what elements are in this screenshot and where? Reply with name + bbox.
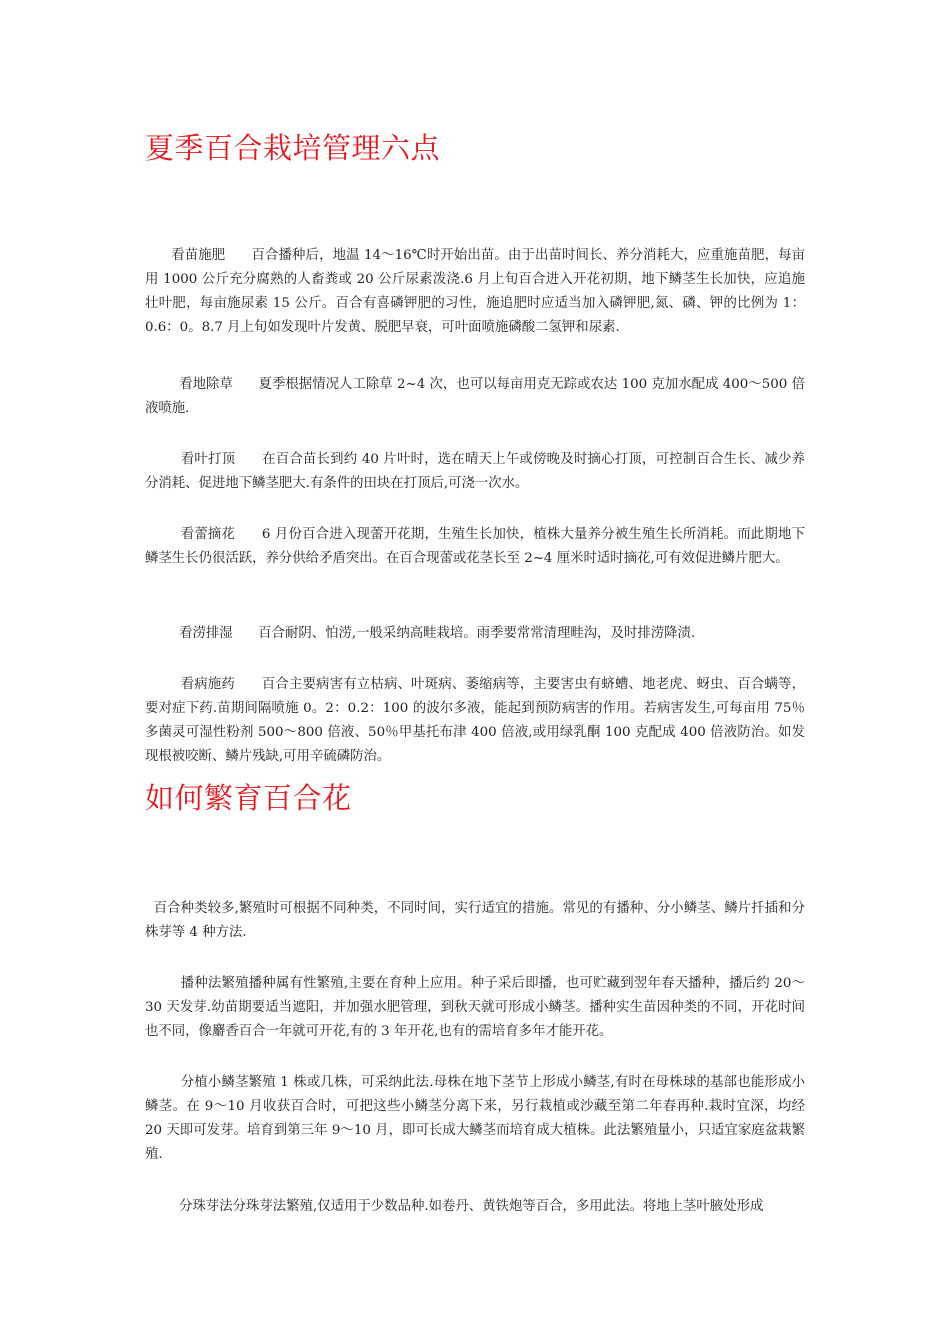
paragraph-propagation-intro: 百合种类较多,繁殖时可根据不同种类，不同时间，实行适宜的措施。常见的有播种、分小鳞茎、鳞片扦插和分株芽等 4 种方法.: [145, 901, 805, 940]
section-title-summer-lily: 夏季百合栽培管理六点: [145, 131, 441, 165]
paragraph-bulbil-method: 分珠芽法分珠芽法繁殖,仅适用于少数品种.如卷丹、黄铁炮等百合，多用此法。将地上茎叶腋处形成: [145, 1199, 764, 1214]
paragraph-seed-method: 播种法繁殖播种属有性繁殖,主要在育种上应用。种子采后即播，也可贮藏到翌年春天播种，播后约 20～30 天发芽.幼苗期要适当遮阳，并加强水肥管理，到秋天就可形成小鳞茎。播种实生苗因种类的不同，开花时间也不同，像麝香百合一年就可开花,有的 3 年开花,也有的需培育多年才能开花。: [145, 976, 805, 1039]
paragraph-drainage: 看涝排湿 百合耐阴、怕涝,一般采纳高畦栽培。雨季要常常清理畦沟，及时排涝降渍.: [145, 626, 696, 641]
paragraph-topping: 看叶打顶 在百合苗长到约 40 片叶时，选在晴天上午或傍晚及时摘心打顶，可控制百合生长、减少养分消耗、促进地下鳞茎肥大.有条件的田块在打顶后,可浇一次水。: [145, 452, 805, 491]
paragraph-pest-control: 看病施药 百合主要病害有立枯病、叶斑病、萎缩病等，主要害虫有蛴螬、地老虎、蚜虫、百合螨等，要对症下药.苗期间隔喷施 0。2：0.2：100 的波尔多液，能起到预防病害的作用。若病害发生,可每亩用 75％多菌灵可湿性粉剂 500～800 倍液、50％甲基托布津 400 倍液,或用绿乳酮 100 克配成 400 倍液防治。如发现根被咬断、鳞片残缺,可用辛硫磷防治。: [145, 677, 805, 764]
paragraph-flower-picking: 看蕾摘花 6 月份百合进入现蕾开花期，生殖生长加快，植株大量养分被生殖生长所消耗。而此期地下鳞茎生长仍很活跃，养分供给矛盾突出。在百合现蕾或花茎长至 2~4 厘米时适时摘花,可有效促进鳞片肥大。: [145, 527, 805, 566]
paragraph-fertilize: 看苗施肥 百合播种后，地温 14～16℃时开始出苗。由于出苗时间长、养分消耗大，应重施苗肥，每亩用 1000 公斤充分腐熟的人畜粪或 20 公斤尿素泼浇.6 月上旬百合进入开花初期，地下鳞茎生长加快，应追施壮叶肥，每亩施尿素 15 公斤。百合有喜磷钾肥的习性，施追肥时应适当加入磷钾肥,氮、磷、钾的比例为 1：0.6：0。8.7 月上旬如发现叶片发黄、脱肥早衰，可叶面喷施磷酸二氢钾和尿素.: [145, 248, 805, 335]
section-title-lily-propagation: 如何繁育百合花: [145, 781, 352, 815]
paragraph-weeding: 看地除草 夏季根据情况人工除草 2~4 次，也可以每亩用克无踪或农达 100 克加水配成 400～500 倍液喷施.: [145, 377, 805, 416]
paragraph-bulblet-method: 分植小鳞茎繁殖 1 株或几株，可采纳此法.母株在地下茎节上形成小鳞茎,有时在母株球的基部也能形成小鳞茎。在 9～10 月收获百合时，可把这些小鳞茎分离下来，另行栽植或沙藏至第二年春再种.栽时宜深，均经 20 天即可发芽。培育到第三年 9～10 月，即可长成大鳞茎而培育成大植株。此法繁殖量小，只适宜家庭盆栽繁殖.: [145, 1075, 810, 1162]
